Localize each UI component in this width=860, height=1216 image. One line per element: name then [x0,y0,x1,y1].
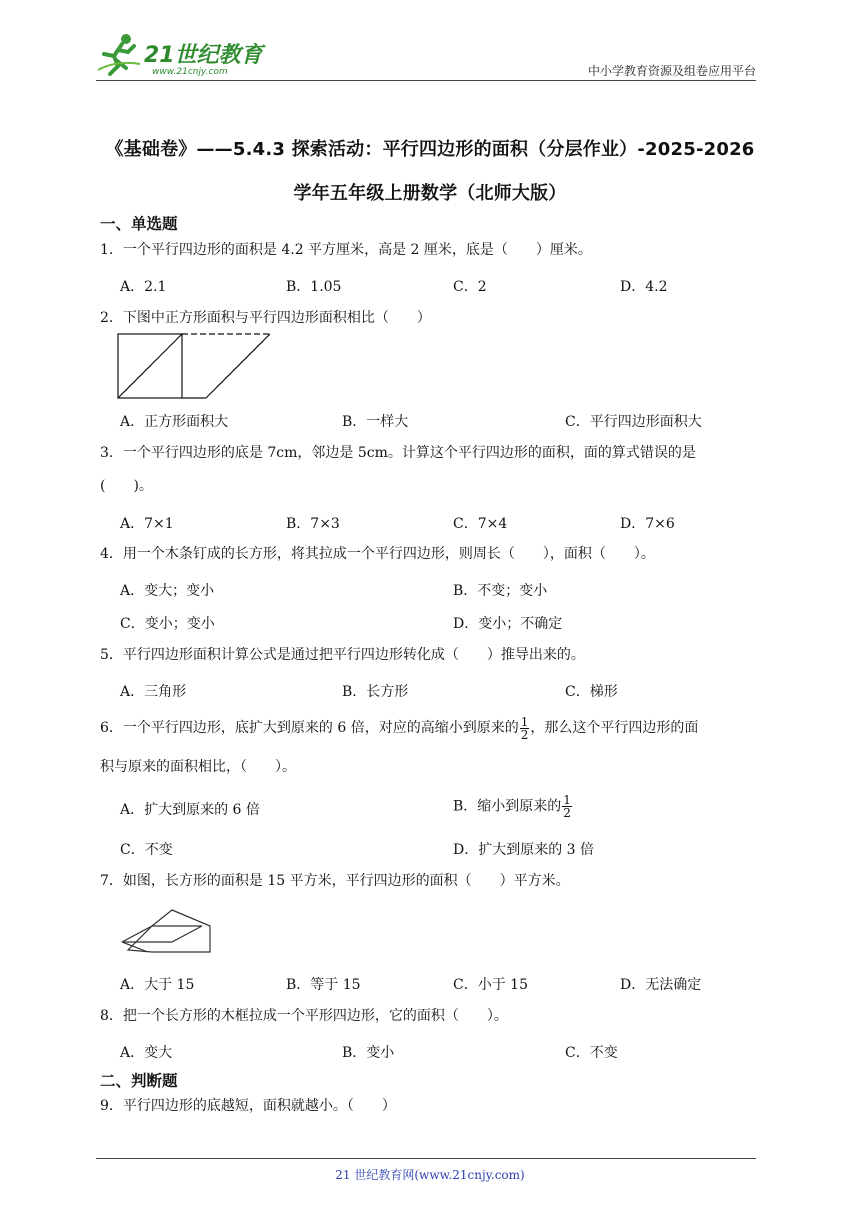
question-4-option-a: A．变大；变小 [120,583,215,599]
question-7-stem: 7．如图，长方形的面积是 15 平方米，平行四边形的面积（ ）平方米。 [100,873,570,889]
question-9-stem: 9．平行四边形的底越短，面积就越小。（ ） [100,1098,396,1114]
question-7-option-b: B．等于 15 [286,977,361,993]
question-6-option-b-fraction [562,794,572,819]
question-2-stem: 2．下图中正方形面积与平行四边形面积相比（ ） [100,310,431,326]
question-3-option-c: C．7×4 [453,516,508,532]
question-2-option-a: A．正方形面积大 [120,414,229,430]
fraction-denominator: 2 [563,806,571,820]
question-6-stem-line-2: 积与原来的面积相比，（ ）。 [100,759,296,775]
question-6-option-c: C．不变 [120,842,173,858]
question-6-option-b-text: B．缩小到原来的 [453,798,562,815]
question-1-option-b: B．1.05 [286,279,342,295]
question-6-option-d: D．扩大到原来的 3 倍 [453,842,595,858]
fraction-denominator: 2 [520,727,529,742]
question-3-stem-line-2: ( )。 [100,478,153,494]
question-8-stem: 8．把一个长方形的木框拉成一个平形四边形，它的面积（ ）。 [100,1008,508,1024]
title-line-2: 学年五年级上册数学（北师大版） [293,183,567,204]
header-tagline: 中小学教育资源及组卷应用平台 [587,64,756,78]
page-title [60,128,800,216]
question-8-option-b: B．变小 [342,1045,395,1061]
question-6-stem [100,712,764,784]
question-3-option-a: A．7×1 [120,516,174,532]
page-header [96,30,756,82]
fraction-numerator: 1 [563,793,571,807]
question-6-fraction [520,716,530,741]
title-line-1: 《基础卷》——5.4.3 探索活动：平行四边形的面积（分层作业）-2025-2026 [105,139,755,160]
question-7-option-c: C．小于 15 [453,977,528,993]
question-1-option-a: A．2.1 [120,279,167,295]
page-footer[interactable]: 21 世纪教育网(www.21cnjy.com) [335,1168,525,1182]
square-parallelogram-figure [116,332,276,400]
question-4-stem: 4．用一个木条钉成的长方形，将其拉成一个平行四边形，则周长（ ），面积（ ）。 [100,546,655,562]
question-5-stem: 5．平行四边形面积计算公式是通过把平行四边形转化成（ ）推导出来的。 [100,647,585,663]
question-8-option-a: A．变大 [120,1045,173,1061]
question-3-option-b: B．7×3 [286,516,340,532]
question-5-option-c: C．梯形 [565,684,618,700]
question-6-option-a: A．扩大到原来的 6 倍 [120,802,260,818]
question-7-option-d: D．无法确定 [620,977,702,993]
question-2-option-c: C．平行四边形面积大 [565,414,702,430]
svg-text:21世纪教育: 21世纪教育 [144,43,263,68]
section-heading-true-false: 二、判断题 [100,1072,178,1090]
rectangle-parallelogram-figure [118,906,216,956]
question-3-stem-line-1: 3．一个平行四边形的底是 7cm，邻边是 5cm。计算这个平行四边形的面积，面的算式错误的是 [100,445,696,461]
fraction-numerator: 1 [520,714,529,729]
site-logo [96,30,266,78]
question-5-option-b: B．长方形 [342,684,409,700]
question-4-option-b: B．不变；变小 [453,583,548,599]
question-6-stem-part-b: ，那么这个平行四边形的面 [530,720,699,736]
question-1-option-c: C．2 [453,279,487,295]
runner-logo-icon [96,30,266,78]
question-6-stem-part-a: 6．一个平行四边形，底扩大到原来的 6 倍，对应的高缩小到原来的 [100,720,519,736]
question-7-option-a: A．大于 15 [120,977,195,993]
question-8-option-c: C．不变 [565,1045,618,1061]
question-5-option-a: A．三角形 [120,684,187,700]
question-3-stem [100,437,764,503]
question-6-option-b [453,794,573,819]
question-1-stem: 1．一个平行四边形的面积是 4.2 平方厘米，高是 2 厘米，底是（ ）厘米。 [100,242,592,258]
question-4-option-d: D．变小；不确定 [453,616,563,632]
section-heading-single-choice: 一、单选题 [100,215,178,233]
footer-divider [96,1158,756,1159]
question-3-option-d: D．7×6 [620,516,675,532]
svg-text:www.21cnjy.com: www.21cnjy.com [152,67,228,77]
question-2-option-b: B．一样大 [342,414,409,430]
question-4-option-c: C．变小；变小 [120,616,215,632]
question-1-option-d: D．4.2 [620,279,668,295]
question-6-stem-line-1 [100,712,764,745]
header-divider [96,80,756,81]
